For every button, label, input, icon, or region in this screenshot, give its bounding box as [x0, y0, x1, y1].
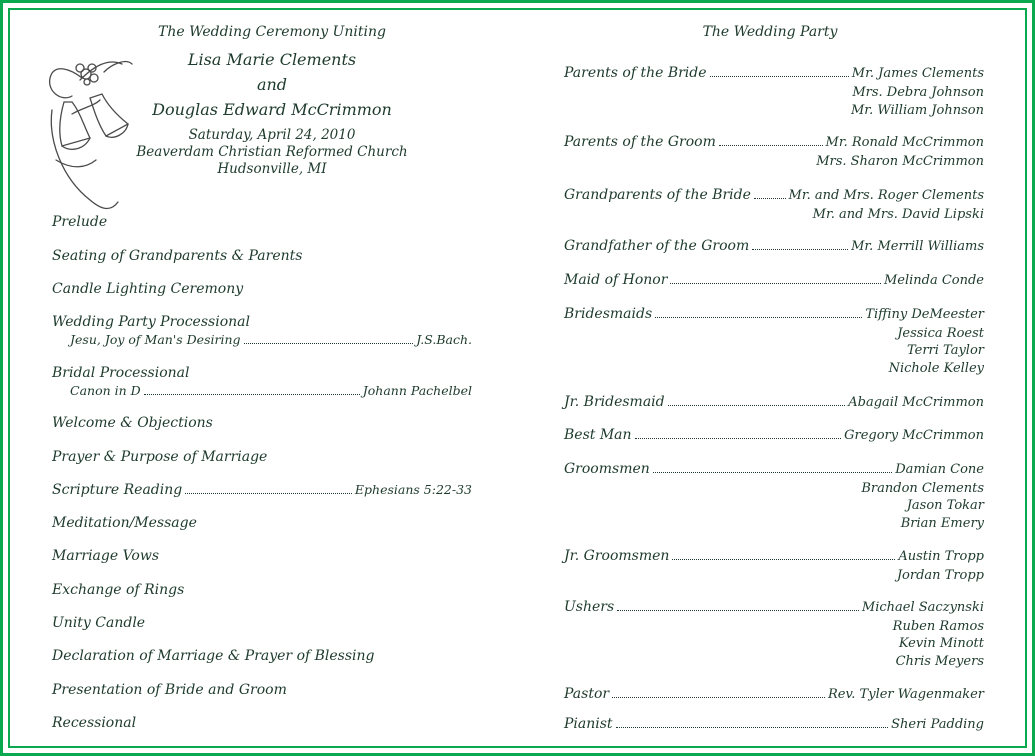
program-item-seating: Seating of Grandparents & Parents: [52, 248, 303, 264]
ceremony-title: The Wedding Ceremony Uniting: [158, 24, 386, 40]
party-name: Mr. Merrill Williams: [851, 239, 984, 254]
wedding-bells-icon: [42, 50, 137, 215]
party-role: Pianist: [564, 716, 613, 732]
program-item-candle-lighting: Candle Lighting Ceremony: [52, 281, 244, 297]
party-role: Ushers: [564, 599, 615, 615]
party-row-jr-bridesmaid: [564, 394, 984, 410]
ceremony-page: [12, 12, 502, 744]
leader-dots: [635, 438, 842, 439]
party-row-pastor: [564, 686, 984, 702]
program-item-prayer: Prayer & Purpose of Marriage: [52, 449, 268, 465]
wedding-party-page: [540, 12, 1000, 744]
party-role: Grandfather of the Groom: [564, 238, 750, 254]
party-row-maid-of-honor: [564, 272, 984, 288]
leader-dots: [655, 317, 862, 318]
party-role: Jr. Groomsmen: [564, 548, 670, 564]
leader-dots: [244, 343, 414, 344]
party-name: Nichole Kelley: [888, 361, 984, 376]
program-sub-bridal: [70, 383, 472, 398]
program-scripture-label: Scripture Reading: [52, 482, 183, 498]
leader-dots: [752, 249, 848, 250]
program-composer: Johann Pachelbel: [362, 383, 472, 398]
program-item-rings: Exchange of Rings: [52, 582, 185, 598]
program-piece: Jesu, Joy of Man's Desiring: [70, 332, 241, 347]
program-item-bridal-processional: Bridal Processional: [52, 365, 190, 381]
leader-dots: [719, 145, 823, 146]
program-item-prelude: Prelude: [52, 214, 108, 230]
party-name: Melinda Conde: [883, 273, 984, 288]
party-row-best-man: [564, 427, 984, 443]
party-name: Terri Taylor: [906, 343, 984, 358]
party-name: Michael Saczynski: [861, 600, 984, 615]
party-role: Maid of Honor: [564, 272, 668, 288]
program-item-welcome: Welcome & Objections: [52, 415, 213, 431]
party-name: Mr. and Mrs. David Lipski: [812, 207, 984, 222]
party-role: Jr. Bridesmaid: [564, 394, 665, 410]
party-name: Gregory McCrimmon: [844, 428, 984, 443]
bride-name: Lisa Marie Clements: [187, 50, 357, 69]
leader-dots: [710, 76, 849, 77]
party-row-parents-groom: [564, 134, 984, 150]
party-name: Brian Emery: [900, 516, 984, 531]
party-name: Mr. and Mrs. Roger Clements: [788, 188, 984, 203]
party-role: Bridesmaids: [564, 306, 653, 322]
party-row-pianist: [564, 716, 984, 732]
program-sub-processional: [70, 332, 472, 347]
party-name: Mr. Ronald McCrimmon: [825, 135, 984, 150]
party-row-parents-bride: [564, 65, 984, 81]
leader-dots: [653, 472, 892, 473]
party-name: Ruben Ramos: [892, 619, 984, 634]
party-name: Abagail McCrimmon: [848, 395, 984, 410]
party-name: Mr. James Clements: [851, 66, 984, 81]
leader-dots: [670, 283, 881, 284]
leader-dots: [672, 559, 895, 560]
program-item-meditation: Meditation/Message: [52, 515, 197, 531]
party-row-ushers: [564, 599, 984, 615]
leader-dots: [616, 727, 889, 728]
program-item-recessional: Recessional: [52, 715, 137, 731]
party-name: Rev. Tyler Wagenmaker: [828, 687, 984, 702]
party-row-grandparents-bride: [564, 187, 984, 203]
party-role: Parents of the Groom: [564, 134, 716, 150]
ceremony-location: Hudsonville, MI: [217, 161, 327, 177]
party-name: Brandon Clements: [861, 481, 984, 496]
leader-dots: [612, 697, 825, 698]
party-name: Sheri Padding: [891, 717, 984, 732]
party-name: Chris Meyers: [895, 654, 984, 669]
party-name: Damian Cone: [895, 462, 984, 477]
party-name: Tiffiny DeMeester: [865, 307, 984, 322]
party-name: Kevin Minott: [898, 636, 984, 651]
party-name: Jordan Tropp: [896, 568, 984, 583]
party-name: Jason Tokar: [906, 498, 984, 513]
party-role: Pastor: [564, 686, 610, 702]
party-title: The Wedding Party: [702, 24, 838, 40]
party-role: Groomsmen: [564, 461, 650, 477]
party-role: Best Man: [564, 427, 632, 443]
program-item-presentation: Presentation of Bride and Groom: [52, 682, 287, 698]
party-row-bridesmaids: [564, 306, 984, 322]
and-text: and: [256, 75, 288, 94]
program-item-vows: Marriage Vows: [52, 548, 160, 564]
groom-name: Douglas Edward McCrimmon: [152, 100, 392, 119]
leader-dots: [185, 493, 352, 494]
program-composer: J.S.Bach.: [416, 332, 472, 347]
leader-dots: [668, 405, 846, 406]
party-name: Mrs. Sharon McCrimmon: [816, 154, 984, 169]
party-name: Jessica Roest: [897, 326, 984, 341]
program-item-declaration: Declaration of Marriage & Prayer of Blessing: [52, 648, 375, 664]
party-name: Austin Tropp: [898, 549, 984, 564]
party-row-grandfather-groom: [564, 238, 984, 254]
party-role: Grandparents of the Bride: [564, 187, 751, 203]
program-item-unity-candle: Unity Candle: [52, 615, 146, 631]
leader-dots: [617, 610, 859, 611]
leader-dots: [754, 198, 786, 199]
leader-dots: [144, 394, 360, 395]
party-role: Parents of the Bride: [564, 65, 707, 81]
ceremony-date: Saturday, April 24, 2010: [188, 127, 356, 143]
program-item-processional: Wedding Party Processional: [52, 314, 250, 330]
party-row-jr-groomsmen: [564, 548, 984, 564]
party-name: Mrs. Debra Johnson: [852, 85, 984, 100]
party-row-groomsmen: [564, 461, 984, 477]
program-item-scripture: [52, 482, 472, 498]
ceremony-church: Beaverdam Christian Reformed Church: [136, 144, 408, 160]
program-piece: Canon in D: [70, 383, 141, 398]
program-scripture-ref: Ephesians 5:22-33: [354, 482, 472, 497]
party-name: Mr. William Johnson: [851, 103, 984, 118]
